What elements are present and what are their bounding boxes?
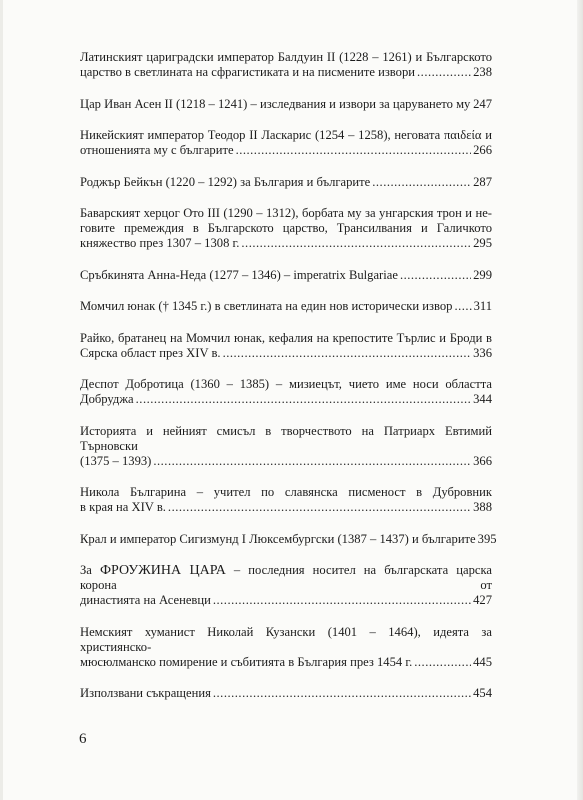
toc-entry-title-cont: (1375 – 1393) (80, 453, 152, 468)
leader-dots (400, 268, 471, 283)
toc-entry-title-cont: мюсюлманско помирение и събитията в България през 1454 г. (80, 654, 413, 669)
toc-entry-title-cont: Добруджа (80, 392, 134, 406)
toc-page-number: 344 (473, 392, 492, 406)
toc-entry (80, 625, 492, 670)
toc-entry-title: Роджър Бейкън (1220 – 1292) за България и българите (80, 174, 371, 189)
toc-entry-title: Райко, братанец на Момчил юнак, кефалия на крепостите Търлис и Броди в (80, 330, 492, 345)
toc-page-number: 336 (473, 345, 492, 360)
toc-entry-title: Латинският цариградски император Балдуин II (1228 – 1261) и Българското (80, 50, 492, 64)
toc-entry-title (80, 563, 492, 593)
leader-dots (372, 175, 471, 190)
toc-entry (80, 97, 492, 112)
toc-entry-title-cont: царство в светлината на сфрагистиката и на писмените извори (80, 65, 416, 79)
toc-entry-title: Цар Иван Асен II (1218 – 1241) – изследвания и извори за царуването му (80, 96, 471, 111)
toc-entry (80, 563, 492, 608)
leader-dots (153, 454, 471, 469)
toc-page-number: 454 (473, 686, 492, 700)
toc-page-number: 445 (473, 654, 492, 669)
leader-dots (471, 97, 472, 112)
toc-entry (80, 299, 492, 314)
toc-entry-title: Използвани съкращения (80, 686, 211, 700)
toc-page-number: 266 (473, 143, 492, 157)
toc-entry (80, 268, 492, 283)
leader-dots (241, 236, 471, 251)
toc-page-number: 395 (477, 531, 497, 546)
toc-entry-title: Никола Българина – учител по славянска писменост в Дубровник (80, 485, 492, 499)
leader-dots (213, 593, 471, 608)
toc-page-number: 287 (473, 174, 492, 189)
toc-entry (80, 331, 492, 361)
toc-page-number: 238 (473, 65, 492, 79)
toc-entry-title-cont: Сярска област през XIV в. (80, 345, 221, 360)
leader-dots (454, 299, 471, 314)
toc-entry-title: Никейският император Теодор II Ласкарис (1254 – 1258), неговата παιδεία и (80, 128, 492, 142)
toc-entry-title-cont: княжество през 1307 – 1308 г. (80, 236, 240, 250)
toc-entry (80, 531, 497, 547)
page-left-edge (0, 0, 3, 800)
table-of-contents (80, 50, 497, 718)
leader-dots (414, 655, 471, 670)
toc-entry (80, 424, 492, 469)
toc-page-number: 388 (473, 500, 492, 514)
title-rest: – последния носител на българската царска корона от (80, 563, 492, 592)
leader-dots (168, 500, 471, 515)
page-right-edge (577, 0, 583, 800)
toc-entry-title: Момчил юнак († 1345 г.) в светлината на един нов исторически извор (80, 299, 453, 313)
toc-entry-title-cont: отношенията му с българите (80, 143, 234, 157)
toc-entry-title-cont: в края на XIV в. (80, 500, 166, 514)
toc-entry (80, 377, 492, 407)
toc-entry-title: Деспот Добротица (1360 – 1385) – мизиецът, чието име носи областта (80, 377, 492, 391)
toc-page-number: 427 (473, 593, 492, 607)
toc-entry (80, 50, 492, 80)
leader-dots (417, 65, 471, 80)
leader-dots (213, 686, 471, 701)
toc-entry (80, 128, 492, 158)
leader-dots (236, 143, 472, 158)
toc-page-number: 311 (473, 299, 492, 313)
toc-entry-title-cont: говите премеждия в Българското царство, Трансилвания и Галичкото (80, 221, 492, 235)
toc-entry (80, 175, 492, 190)
toc-entry (80, 206, 492, 251)
toc-entry-title: Сръбкинята Анна-Неда (1277 – 1346) – imperatrix Bulgariae (80, 267, 398, 282)
toc-entry-title: Крал и император Сигизмунд I Люксембургски (1387 – 1437) и българите (80, 531, 476, 546)
toc-page-number: 295 (473, 236, 492, 250)
leader-dots (223, 346, 472, 361)
toc-entry-title: Историята и нейният смисъл в творчеството на Патриарх Евтимий Търновски (80, 423, 492, 453)
toc-page-number: 247 (473, 96, 492, 111)
toc-page-number: 299 (473, 267, 492, 282)
toc-page-number: 366 (473, 453, 492, 468)
toc-entry (80, 686, 492, 701)
toc-entry-title: Немският хуманист Николай Кузански (1401 – 1464), идеята за християнско- (80, 624, 492, 654)
page-number: 6 (79, 731, 87, 747)
toc-entry-title-cont: династията на Асеневци (80, 593, 211, 607)
toc-entry (80, 485, 492, 515)
leader-dots (136, 392, 471, 407)
title-prefix: За (80, 563, 100, 577)
old-script-name: ФРОУЖИНА ЦАРА (99, 563, 226, 578)
toc-entry-title: Баварският херцог Ото III (1290 – 1312), борбата му за унгарския трон и не- (80, 206, 492, 220)
